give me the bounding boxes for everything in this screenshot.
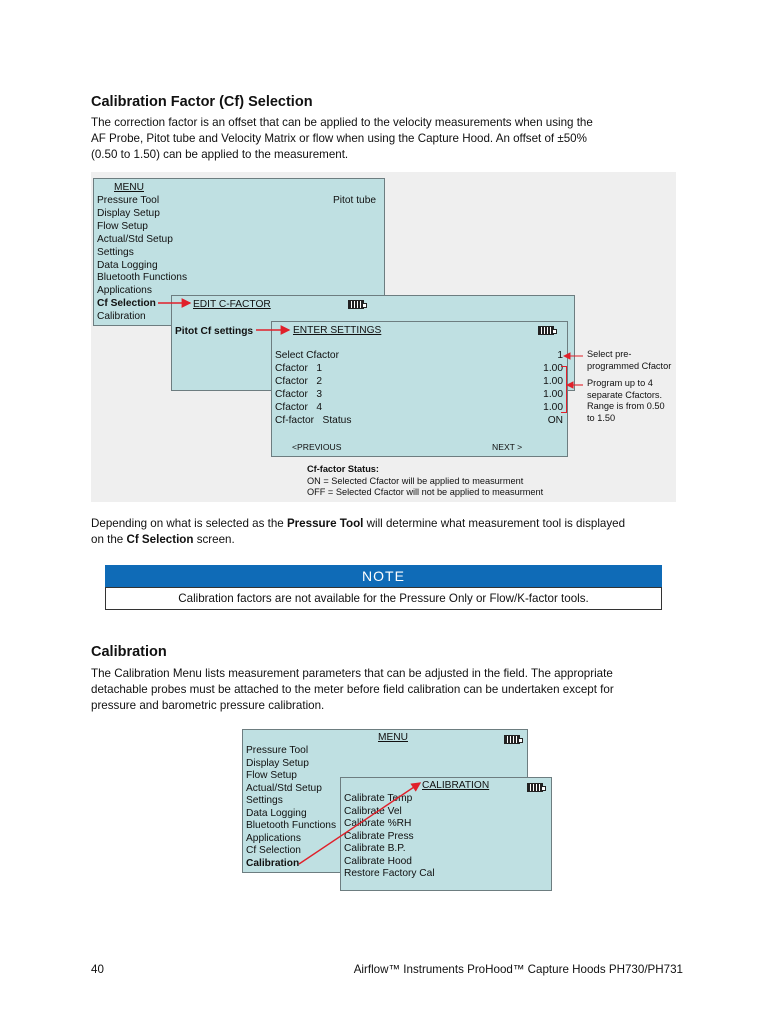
enter-settings-title: ENTER SETTINGS bbox=[293, 325, 382, 336]
chevron-right-icon: > bbox=[517, 442, 523, 452]
menu-item-flow-setup[interactable]: Flow Setup bbox=[246, 770, 297, 781]
setting-value: ON bbox=[547, 414, 563, 426]
intro-line: The correction factor is an offset that can be applied to the velocity measurements when using the bbox=[91, 116, 593, 129]
annotation-line: programmed Cfactor bbox=[587, 360, 672, 371]
menu-item-data-logging[interactable]: Data Logging bbox=[97, 259, 158, 271]
chevron-left-icon: < bbox=[292, 442, 298, 452]
menu-item-display-setup[interactable]: Display Setup bbox=[97, 207, 160, 219]
setting-value: 1 bbox=[557, 350, 563, 361]
setting-label: Cf-factor Status bbox=[275, 414, 352, 426]
intro-line: (0.50 to 1.50) can be applied to the measurement. bbox=[91, 148, 349, 161]
note-text: Calibration factors are not available for the Pressure Only or Flow/K-factor tools. bbox=[105, 587, 662, 610]
setting-label: Cfactor 1 bbox=[275, 362, 322, 374]
setting-value: 1.00 bbox=[543, 375, 563, 387]
menu-item-applications[interactable]: Applications bbox=[97, 285, 152, 297]
pitot-cf-settings-label[interactable]: Pitot Cf settings bbox=[175, 326, 254, 337]
annotation-line: Range is from 0.50 bbox=[587, 401, 665, 412]
menu-item-cf-selection[interactable]: Cf Selection bbox=[97, 298, 156, 310]
page-number: 40 bbox=[91, 963, 104, 976]
menu-item-actual-std-setup[interactable]: Actual/Std Setup bbox=[246, 782, 322, 794]
status-legend-on: ON = Selected Cfactor will be applied to measurment bbox=[307, 475, 524, 486]
arrow-calibration-overlay bbox=[299, 783, 420, 864]
cal-item-rh[interactable]: Calibrate %RH bbox=[344, 818, 412, 829]
setting-label: Cfactor 2 bbox=[275, 375, 322, 387]
text: Depending on what is selected as the bbox=[91, 517, 287, 530]
section-title-calibration: Calibration bbox=[91, 644, 167, 660]
setting-label: Cfactor 4 bbox=[275, 401, 322, 413]
section-title-cf-selection: Calibration Factor (Cf) Selection bbox=[91, 94, 313, 110]
menu-item-pressure-tool[interactable]: Pressure Tool bbox=[246, 745, 309, 756]
status-legend-title: Cf-factor Status: bbox=[307, 464, 379, 474]
menu-title: MENU bbox=[378, 732, 408, 743]
menu-item-cf-selection[interactable]: Cf Selection bbox=[246, 845, 301, 856]
menu-item-settings[interactable]: Settings bbox=[97, 246, 134, 258]
paragraph-line: detachable probes must be attached to the meter before field calibration can be undertaken except for bbox=[91, 683, 614, 696]
menu-item-settings[interactable]: Settings bbox=[246, 795, 283, 806]
text: will determine what measurement tool is displayed bbox=[363, 517, 626, 530]
setting-value: 1.00 bbox=[543, 362, 563, 374]
menu-item-calibration[interactable]: Calibration bbox=[97, 311, 146, 323]
note-heading: NOTE bbox=[105, 565, 662, 587]
intro-line: AF Probe, Pitot tube and Velocity Matrix or flow when using the Capture Hood. An offset of ±50% bbox=[91, 132, 587, 145]
menu-title: MENU bbox=[114, 182, 144, 193]
cal-item-vel[interactable]: Calibrate Vel bbox=[344, 805, 402, 817]
setting-label: Cfactor 3 bbox=[275, 388, 322, 400]
calibration-title: CALIBRATION bbox=[422, 780, 490, 791]
annotation-line: to 1.50 bbox=[587, 412, 616, 423]
edit-c-factor-title: EDIT C-FACTOR bbox=[193, 299, 271, 310]
menu-item-display-setup[interactable]: Display Setup bbox=[246, 757, 309, 769]
cal-item-press[interactable]: Calibrate Press bbox=[344, 830, 414, 842]
bold-pressure-tool: Pressure Tool bbox=[286, 517, 364, 530]
cal-item-bp[interactable]: Calibrate B.P. bbox=[344, 843, 406, 854]
setting-label: Select Cfactor bbox=[275, 350, 339, 361]
cal-item-temp[interactable]: Calibrate Temp bbox=[344, 793, 413, 804]
menu-item-bluetooth-functions[interactable]: Bluetooth Functions bbox=[246, 820, 337, 831]
menu-item-flow-setup[interactable]: Flow Setup bbox=[97, 220, 148, 232]
annotation-line: Program up to 4 bbox=[587, 378, 653, 388]
menu-item-applications[interactable]: Applications bbox=[246, 832, 301, 844]
setting-value: 1.00 bbox=[543, 401, 563, 413]
bold-cf-selection: Cf Selection bbox=[126, 533, 194, 546]
menu-item-actual-std-setup[interactable]: Actual/Std Setup bbox=[97, 233, 173, 245]
next-label: NEXT bbox=[492, 442, 515, 452]
cal-item-hood[interactable]: Calibrate Hood bbox=[344, 855, 412, 867]
menu-item-bluetooth-functions[interactable]: Bluetooth Functions bbox=[97, 272, 188, 284]
menu-item-calibration[interactable]: Calibration bbox=[246, 857, 300, 869]
pitot-tube-label: Pitot tube bbox=[333, 195, 377, 206]
footer-title: Airflow™ Instruments ProHood™ Capture Hoods PH730/PH731 bbox=[353, 963, 683, 976]
cal-item-restore-factory[interactable]: Restore Factory Cal bbox=[344, 868, 435, 879]
text: screen. bbox=[193, 533, 235, 546]
menu-item-data-logging[interactable]: Data Logging bbox=[246, 807, 307, 819]
setting-value: 1.00 bbox=[543, 388, 563, 400]
text: on the bbox=[91, 533, 127, 546]
annotation-line: separate Cfactors. bbox=[587, 389, 663, 400]
status-legend-off: OFF = Selected Cfactor will not be applied to measurment bbox=[307, 487, 544, 498]
paragraph-line: pressure and barometric pressure calibration. bbox=[91, 699, 325, 712]
paragraph-line: The Calibration Menu lists measurement parameters that can be adjusted in the field. The appropriate bbox=[91, 667, 613, 680]
previous-label: PREVIOUS bbox=[297, 442, 342, 452]
annotation-line: Select pre- bbox=[587, 349, 632, 359]
menu-item-pressure-tool[interactable]: Pressure Tool bbox=[97, 195, 160, 206]
